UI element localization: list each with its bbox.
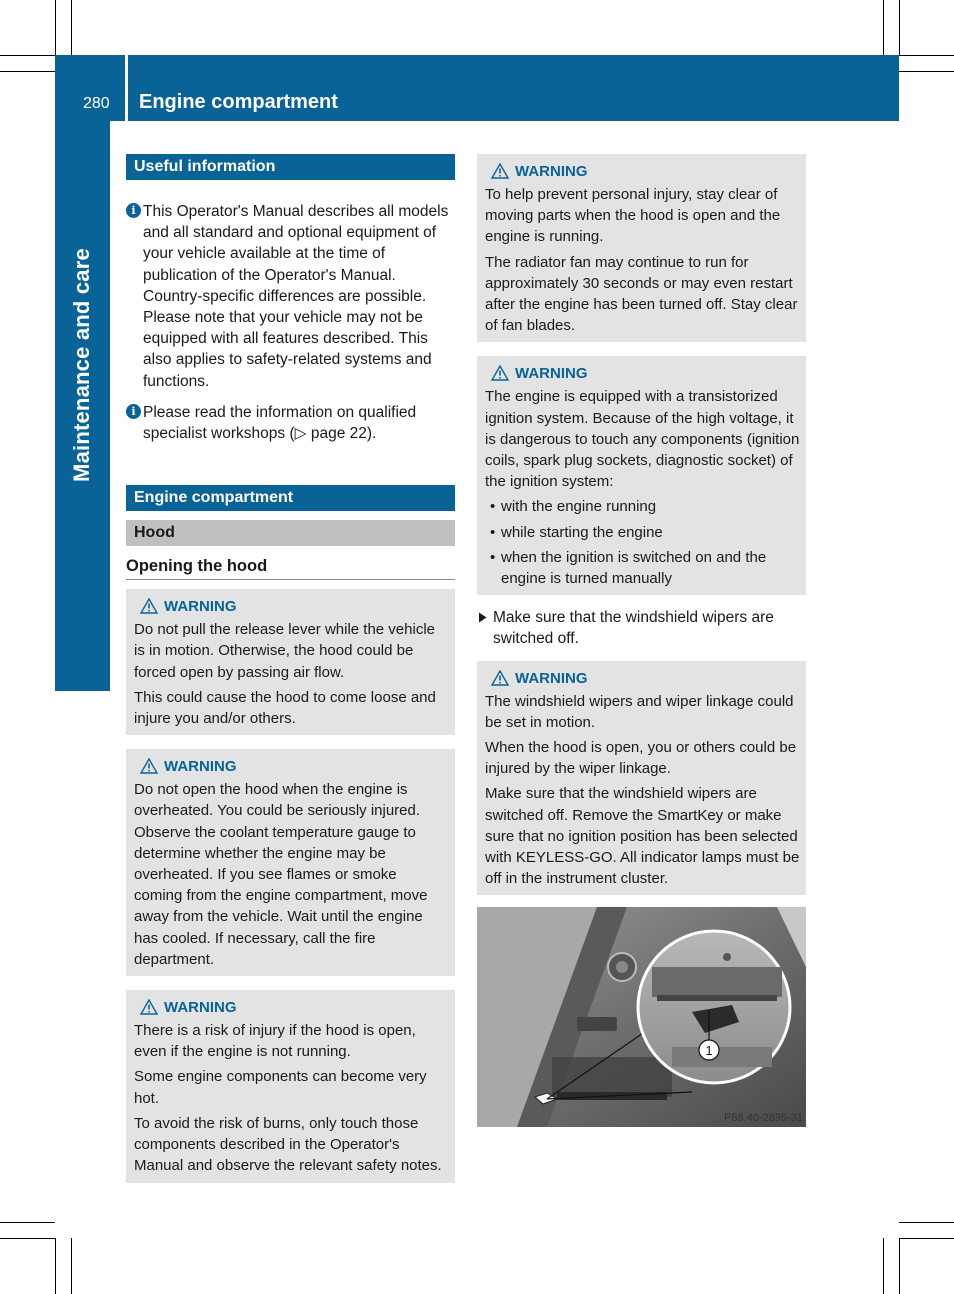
crop-mark [899, 71, 954, 72]
crop-mark [0, 71, 55, 72]
warning-triangle-icon [140, 598, 158, 614]
warning-box [126, 589, 455, 735]
info-note [126, 201, 455, 392]
subheading: Opening the hood [126, 557, 455, 580]
info-note-text: This Operator's Manual describes all models and all standard and optional equipment of your vehicle available at the time of publication of the Operator's Manual. Country-specific differences are possible. Please note that your vehicle may not be equipped with all features described. This also applies to safety-related systems and functions. [143, 203, 449, 390]
warning-header [485, 667, 800, 691]
warning-header [134, 996, 449, 1020]
warning-text: Make sure that the windshield wipers are switched off. Remove the SmartKey or make sure that no ignition position has been selected with KEYLESS-GO. All indicator lamps must be off in the instrument cluster. [485, 785, 800, 888]
warning-title: WARNING [164, 758, 237, 776]
crop-mark [883, 0, 884, 55]
warning-box [477, 661, 806, 896]
subsection-heading: Hood [126, 520, 455, 546]
warning-text: The radiator fan may continue to run for approximately 30 seconds or may even restart after the engine has been turned off. Stay clear of fan blades. [485, 253, 798, 335]
page-number: 280 [83, 95, 110, 112]
crop-mark [71, 0, 72, 55]
warning-title: WARNING [164, 598, 237, 616]
crop-mark [0, 1222, 55, 1223]
warning-text: Do not open the hood when the engine is overheated. You could be seriously injured. Observe the coolant temperature gauge to determine whether the engine may be overheated. If you see flames or smoke coming from the engine compartment, move away from the vehicle. Wait until the engine has cooled. If necessary, call the fire department. [134, 781, 428, 968]
warning-header [134, 595, 449, 619]
crop-mark [899, 0, 900, 55]
warning-text: Do not pull the release lever while the vehicle is in motion. Otherwise, the hood could be forced open by passing air flow. [134, 621, 436, 681]
warning-triangle-icon [491, 163, 509, 179]
warning-triangle-icon [491, 670, 509, 686]
crop-mark [899, 1222, 954, 1223]
crop-mark [883, 1238, 884, 1294]
warning-title: WARNING [164, 999, 237, 1017]
chapter-label: Maintenance and care [69, 248, 94, 482]
right-column [477, 154, 806, 895]
instruction-text: Make sure that the windshield wipers are switched off. [493, 609, 774, 648]
header-divider [125, 55, 128, 121]
bullet-item: • while starting the engine [485, 522, 800, 543]
warning-title: WARNING [515, 365, 588, 383]
section-heading: Engine compartment [126, 485, 455, 511]
hood-release-photo [477, 907, 806, 1127]
warning-triangle-icon [140, 999, 158, 1015]
left-column [126, 154, 455, 1183]
warning-triangle-icon [491, 365, 509, 381]
instruction-step [477, 607, 806, 649]
chapter-side-tab [55, 121, 110, 691]
step-arrow-icon [478, 612, 487, 623]
crop-mark [55, 0, 56, 55]
info-icon: i [126, 203, 141, 218]
warning-box [126, 749, 455, 976]
warning-box [126, 990, 455, 1182]
bullet-item: • when the ignition is switched on and the engine is turned manually [485, 547, 800, 589]
warning-box [477, 356, 806, 595]
useful-info-heading: Useful information [126, 154, 455, 180]
warning-title: WARNING [515, 163, 588, 180]
warning-triangle-icon [140, 758, 158, 774]
crop-mark [899, 1238, 900, 1294]
warning-header [134, 755, 449, 779]
bullet-item: • with the engine running [485, 496, 800, 517]
info-note [126, 402, 455, 444]
page-title: Engine compartment [139, 91, 338, 113]
warning-text: Some engine components can become very hot. [134, 1068, 427, 1107]
warning-header [485, 160, 800, 184]
crop-mark [71, 1238, 72, 1294]
info-icon: i [126, 404, 141, 419]
page-header [55, 55, 899, 121]
crop-mark [899, 1238, 954, 1239]
warning-box [477, 154, 806, 342]
warning-text: There is a risk of injury if the hood is open, even if the engine is not running. [134, 1022, 416, 1061]
warning-title: WARNING [515, 669, 588, 687]
crop-mark [55, 1238, 56, 1294]
figure-code: P88.40-2895-31 [724, 1112, 803, 1124]
warning-text: The engine is equipped with a transistorized ignition system. Because of the high voltage, it is dangerous to touch any components (ignition coils, spark plug sockets, diagnostic socket) of the ignition system: [485, 388, 800, 491]
callout-number: 1 [705, 1043, 713, 1058]
crop-mark [899, 55, 954, 56]
warning-text: To help prevent personal injury, stay clear of moving parts when the hood is open and the engine is running. [485, 186, 781, 246]
warning-text: This could cause the hood to come loose and injure you and/or others. [134, 688, 436, 728]
info-note-text: Please read the information on qualified specialist workshops (▷ page 22). [143, 403, 417, 443]
dashboard-illustration [477, 907, 806, 1127]
crop-mark [0, 55, 55, 56]
warning-header [485, 362, 800, 386]
crop-mark [0, 1238, 55, 1239]
warning-text: When the hood is open, you or others could be injured by the wiper linkage. [485, 739, 797, 778]
warning-text: The windshield wipers and wiper linkage could be set in motion. [485, 692, 794, 731]
warning-text: To avoid the risk of burns, only touch those components described in the Operator's Manual and observe the relevant safety notes. [134, 1114, 442, 1175]
